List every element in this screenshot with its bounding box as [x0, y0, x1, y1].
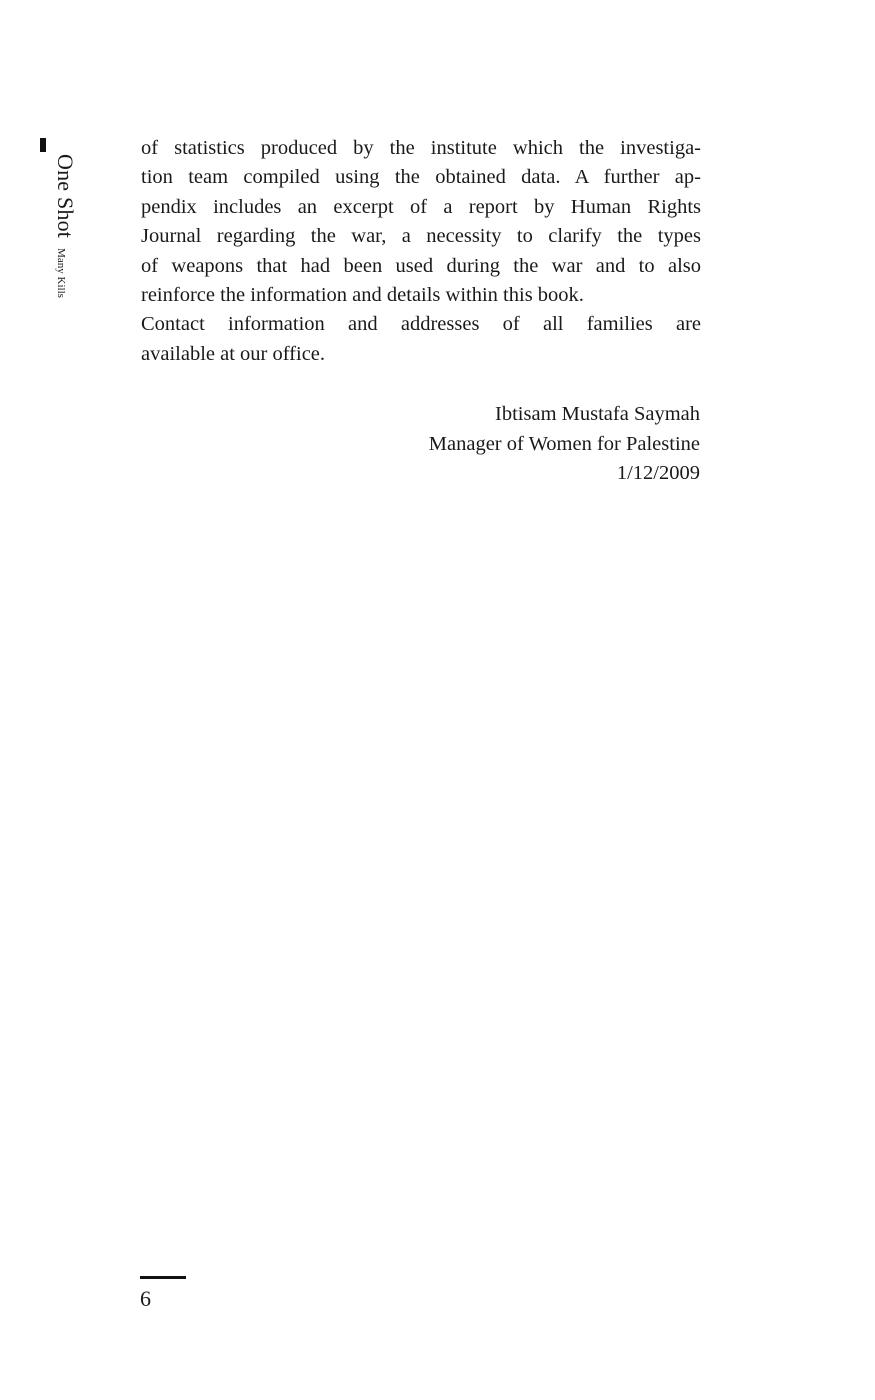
- body-line: reinforce the information and details within this book.: [141, 284, 584, 307]
- body-line: pendix includes an excerpt of a report by Human Rights: [141, 195, 701, 218]
- body-line: of statistics produced by the institute which the investiga-: [141, 137, 701, 159]
- footer-rule: [140, 1276, 186, 1279]
- running-header-text: [52, 154, 78, 298]
- page-number: 6: [140, 1286, 151, 1311]
- signatory-title: Manager of Women for Palestine: [428, 432, 700, 455]
- body-paragraph: [141, 134, 701, 369]
- book-subtitle: Many Kills: [55, 248, 67, 298]
- body-line: Contact information and addresses of all families are: [141, 313, 701, 336]
- signature-date: 1/12/2009: [616, 462, 700, 484]
- book-title: One Shot: [53, 154, 78, 239]
- body-line: of weapons that had been used during the war and to also: [141, 254, 701, 277]
- body-line: Journal regarding the war, a necessity to clarify the types: [141, 225, 701, 248]
- body-line: available at our office.: [141, 342, 326, 365]
- running-header: [38, 138, 86, 338]
- body-line: tion team compiled using the obtained data. A further ap-: [141, 166, 701, 189]
- signature-block: [300, 400, 700, 489]
- header-bar-mark: [40, 138, 46, 152]
- signatory-name: Ibtisam Mustafa Saymah: [495, 403, 700, 425]
